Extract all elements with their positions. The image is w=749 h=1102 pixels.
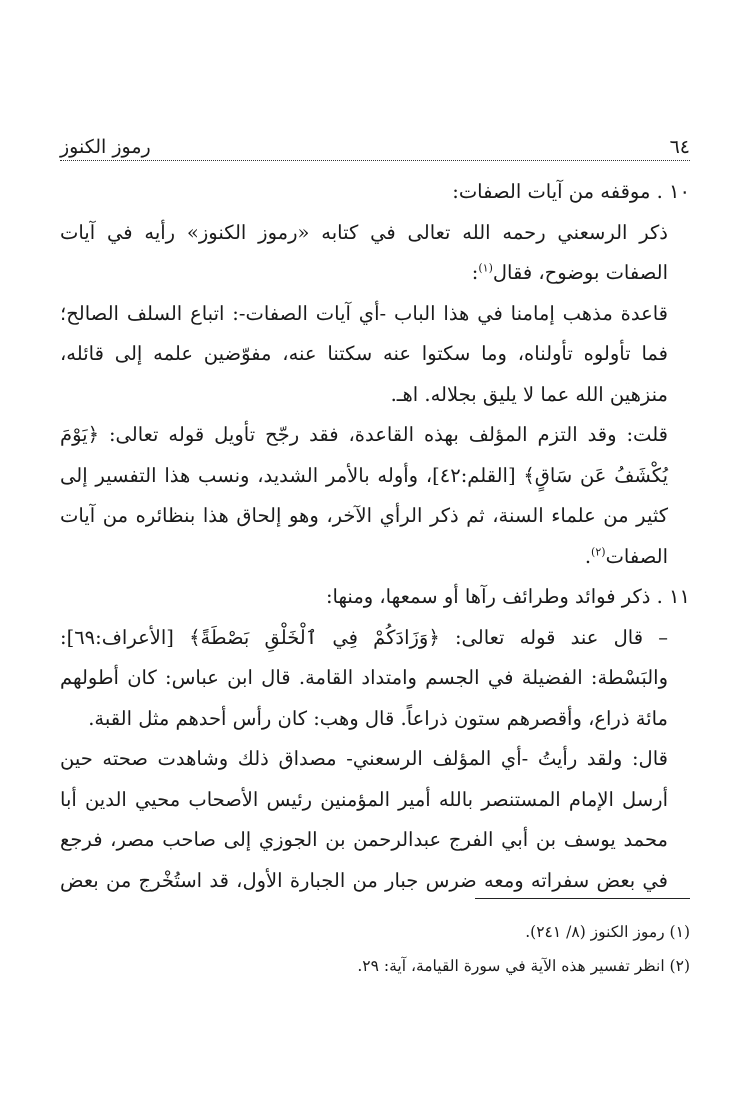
paragraph-intro-text: ذكر الرسعني رحمه الله تعالى في كتابه «رموز الكنوز» رأيه في آيات الصفات بوضوح، فقال xyxy=(60,220,668,284)
footnote-separator xyxy=(475,898,690,899)
footnote-2: (٢) انظر تفسير هذه الآية في سورة القيامة، آية: ٢٩. xyxy=(357,957,690,975)
main-text xyxy=(60,172,690,901)
paragraph-comment-text: قلت: وقد التزم المؤلف بهذه القاعدة، فقد رجّح تأويل قوله تعالى: ﴿يَوْمَ يُكْشَفُ عَن سَاقٍ﴾ [القلم:٤٢]، وأوله بالأمر الشديد، ونسب هذا التفسير إلى كثير من علماء السنة، ثم ذكر الرأي الآخر، وهو إلحاق هذا بنظائره من آيات الصفات xyxy=(60,423,668,568)
section-heading-11: ١١ . ذكر فوائد وطرائف رآها أو سمعها، ومنها: xyxy=(325,585,690,608)
paragraph-anecdote-1: – قال عند قوله تعالى: ﴿وَزَادَكُمْ فِي ٱلْخَلْقِ بَصْطَةً﴾ [الأعراف:٦٩]: والبَسْطة: الفضيلة في الجسم وامتداد القامة. قال ابن عباس: كان أطولهم مائة ذراع، وأقصرهم ستون ذراعاً. قال وهب: كان رأس أحدهم مثل القبة. xyxy=(60,625,668,730)
page-number: ٦٤ xyxy=(669,136,690,158)
paragraph-comment xyxy=(60,415,690,577)
running-title: رموز الكنوز xyxy=(60,136,151,158)
paragraph-intro xyxy=(60,213,690,294)
book-page xyxy=(60,0,690,1102)
page-header xyxy=(60,128,690,158)
paragraph-comment-period: . xyxy=(584,544,592,568)
footnote-ref-1: (١) xyxy=(478,261,493,275)
paragraph-intro-colon: : xyxy=(471,261,479,284)
footnote-1: (١) رموز الكنوز (٨/ ٢٤١). xyxy=(525,923,690,941)
header-rule xyxy=(60,160,690,161)
section-heading-10: ١٠ . موقفه من آيات الصفات: xyxy=(452,180,690,203)
footnote-ref-2: (٢) xyxy=(591,545,606,558)
paragraph-anecdote-2: قال: ولقد رأيتُ -أي المؤلف الرسعني- مصداق ذلك وشاهدت صحته حين أرسل الإمام المستنصر بالله أمير المؤمنين رئيس الأصحاب محيي الدين أبا محمد يوسف بن أبي الفرج عبدالرحمن بن الجوزي إلى صاحب مصر، فرجع في بعض سفراته ومعه ضرس جبار من الجبارة الأول، قد استُخْرج من بعض xyxy=(60,747,668,892)
footnotes xyxy=(60,915,690,983)
paragraph-quote: قاعدة مذهب إمامنا في هذا الباب -أي آيات الصفات-: اتباع السلف الصالح؛ فما تأولوه تأولناه، وما سكتوا عنه سكتنا عنه، مفوّضين علمه إلى قائله، منزهين الله عما لا يليق بجلاله. اهـ. xyxy=(60,301,668,406)
